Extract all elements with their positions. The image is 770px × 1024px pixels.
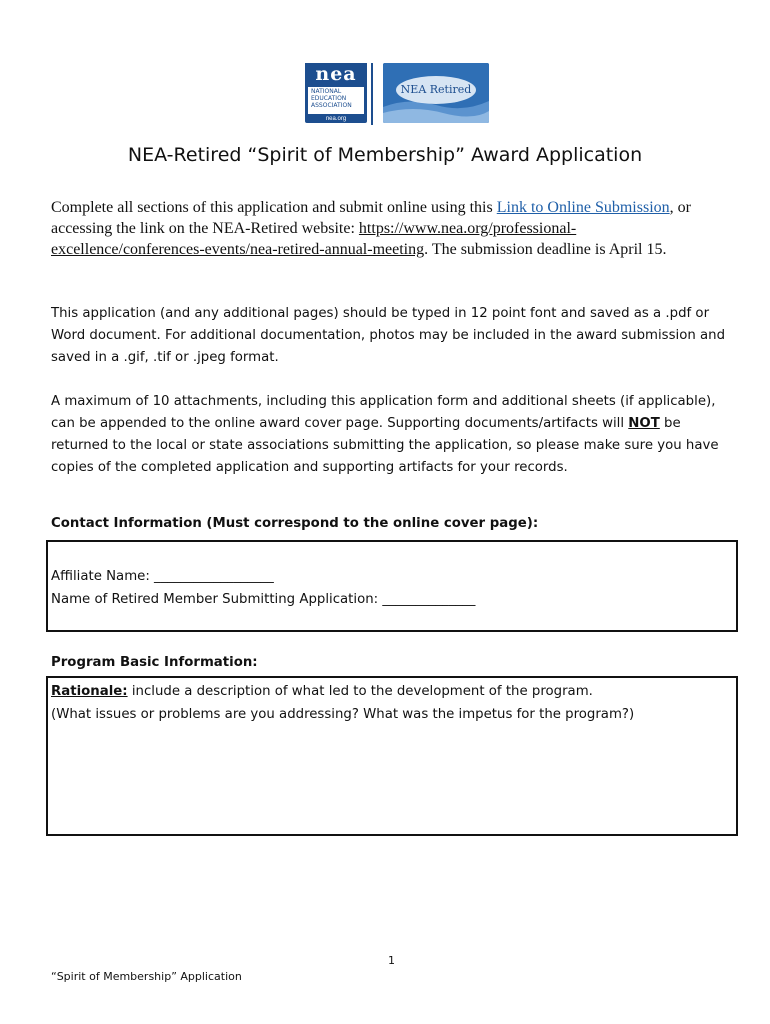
nea-logo — [305, 63, 367, 123]
nea-logo-mark: nea — [305, 63, 367, 86]
nea-logo-word: ASSOCIATION — [311, 102, 352, 109]
rationale-text: include a description of what led to the development of the program. — [127, 684, 593, 699]
nea-logo-words — [308, 87, 364, 114]
program-heading: Program Basic Information: — [51, 655, 258, 670]
page-title: NEA-Retired “Spirit of Membership” Award Application — [127, 144, 643, 166]
rationale-line — [51, 681, 593, 703]
online-submission-link[interactable]: Link to Online Submission — [496, 199, 670, 216]
intro-text: Complete all sections of this application and submit online using this — [51, 199, 497, 216]
intro-text: , or accessing the link on the NEA-Retired website: — [51, 199, 691, 237]
nea-logo-word: EDUCATION — [311, 95, 347, 102]
nea-retired-logo — [383, 63, 489, 123]
attachments-text: A maximum of 10 attachments, including this application form and additional sheets (if applicable), can be appended to the online award cover page. Supporting documents/artifacts will — [51, 394, 716, 431]
nea-logo-word: NATIONAL — [311, 88, 342, 95]
affiliate-name-field[interactable]: Affiliate Name: __________________ — [51, 569, 274, 584]
footer-text: “Spirit of Membership” Application — [51, 970, 242, 983]
intro-paragraph — [51, 197, 723, 260]
retired-member-name-field[interactable]: Name of Retired Member Submitting Application: ______________ — [51, 592, 476, 607]
intro-text: . The submission deadline is April 15. — [424, 241, 667, 258]
logo-divider — [371, 63, 373, 125]
page-number: 1 — [388, 954, 395, 967]
rationale-label: Rationale: — [51, 684, 128, 699]
not-emphasis: NOT — [628, 416, 660, 431]
nea-logo-site: nea.org — [325, 116, 347, 122]
format-paragraph: This application (and any additional pages) should be typed in 12 point font and saved as a .pdf or Word document. For additional documentation, photos may be included in the award submission and saved in a .gif, .tif or .jpeg format. — [51, 306, 726, 365]
contact-heading: Contact Information (Must correspond to the online cover page): — [51, 516, 539, 531]
nea-retired-label: NEA Retired — [400, 83, 472, 96]
nea-website-url[interactable]: https://www.nea.org/professional-excellence/conferences-events/nea-retired-annual-meeting — [51, 220, 577, 258]
attachments-text: be returned to the local or state associations submitting the application, so please make sure you have copies of the completed application and supporting artifacts for your records. — [51, 416, 719, 475]
attachments-paragraph — [51, 391, 741, 479]
rationale-question: (What issues or problems are you addressing? What was the impetus for the program?) — [51, 707, 635, 722]
